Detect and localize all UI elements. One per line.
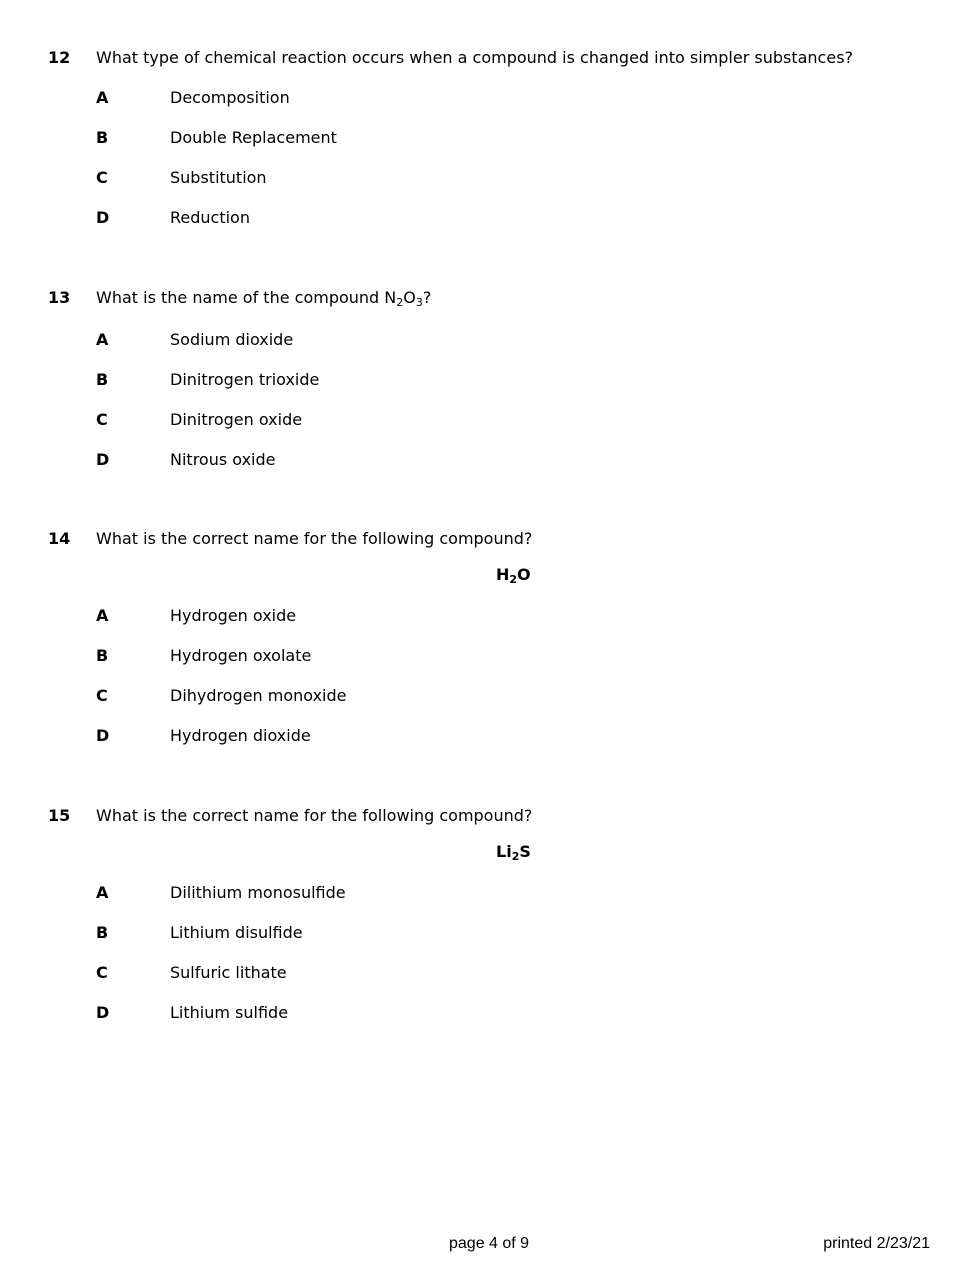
- formula-part: S: [519, 842, 531, 861]
- subscript: 2: [396, 296, 404, 309]
- choice-text-d: Nitrous oxide: [170, 450, 276, 469]
- choice-text-a: Decomposition: [170, 88, 290, 107]
- choice-text-c: Sulfuric lithate: [170, 963, 287, 982]
- subscript: 2: [511, 850, 520, 863]
- stem-text-mid: O: [403, 288, 416, 307]
- question-number: 14: [48, 529, 71, 548]
- page-number: page 4 of 9: [449, 1235, 530, 1252]
- subscript: 3: [415, 296, 423, 309]
- choice-letter-c: C: [96, 410, 108, 429]
- subscript: 2: [509, 573, 518, 586]
- choice-letter-d: D: [96, 450, 110, 469]
- choice-letter-b: B: [96, 923, 109, 942]
- formula-part: Li: [496, 842, 512, 861]
- choice-letter-c: C: [96, 168, 108, 187]
- choice-text-b: Lithium disulfide: [170, 923, 303, 942]
- choice-letter-d: D: [96, 208, 110, 227]
- question-stem: What is the correct name for the following compound?: [96, 806, 533, 825]
- choice-letter-c: C: [96, 963, 108, 982]
- printed-date: printed 2/23/21: [823, 1235, 930, 1252]
- question-number: 15: [48, 806, 71, 825]
- choice-text-a: Hydrogen oxide: [170, 606, 297, 625]
- question-number: 12: [48, 48, 71, 67]
- choice-letter-b: B: [96, 370, 109, 389]
- question-stem: [96, 288, 431, 308]
- stem-text-after: ?: [422, 288, 432, 307]
- choice-text-a: Sodium dioxide: [170, 330, 294, 349]
- question-stem: What type of chemical reaction occurs when a compound is changed into simpler substances?: [96, 48, 854, 67]
- choice-letter-d: D: [96, 726, 110, 745]
- choice-letter-a: A: [96, 330, 109, 349]
- compound-formula: [496, 565, 531, 585]
- choice-letter-c: C: [96, 686, 108, 705]
- choice-letter-b: B: [96, 646, 109, 665]
- compound-formula: [496, 842, 531, 862]
- choice-text-c: Substitution: [170, 168, 267, 187]
- choice-text-a: Dilithium monosulfide: [170, 883, 346, 902]
- choice-letter-b: B: [96, 128, 109, 147]
- question-number: 13: [48, 288, 71, 307]
- choice-text-c: Dihydrogen monoxide: [170, 686, 347, 705]
- choice-letter-a: A: [96, 88, 109, 107]
- choice-text-c: Dinitrogen oxide: [170, 410, 303, 429]
- formula-part: O: [517, 565, 531, 584]
- choice-text-d: Reduction: [170, 208, 250, 227]
- formula-part: H: [496, 565, 510, 584]
- choice-text-d: Lithium sulfide: [170, 1003, 289, 1022]
- choice-text-b: Dinitrogen trioxide: [170, 370, 320, 389]
- choice-letter-a: A: [96, 606, 109, 625]
- choice-letter-a: A: [96, 883, 109, 902]
- question-stem: What is the correct name for the following compound?: [96, 529, 533, 548]
- stem-text-before: What is the name of the compound N: [96, 288, 397, 307]
- choice-text-b: Double Replacement: [170, 128, 337, 147]
- choice-text-d: Hydrogen dioxide: [170, 726, 311, 745]
- choice-letter-d: D: [96, 1003, 110, 1022]
- choice-text-b: Hydrogen oxolate: [170, 646, 312, 665]
